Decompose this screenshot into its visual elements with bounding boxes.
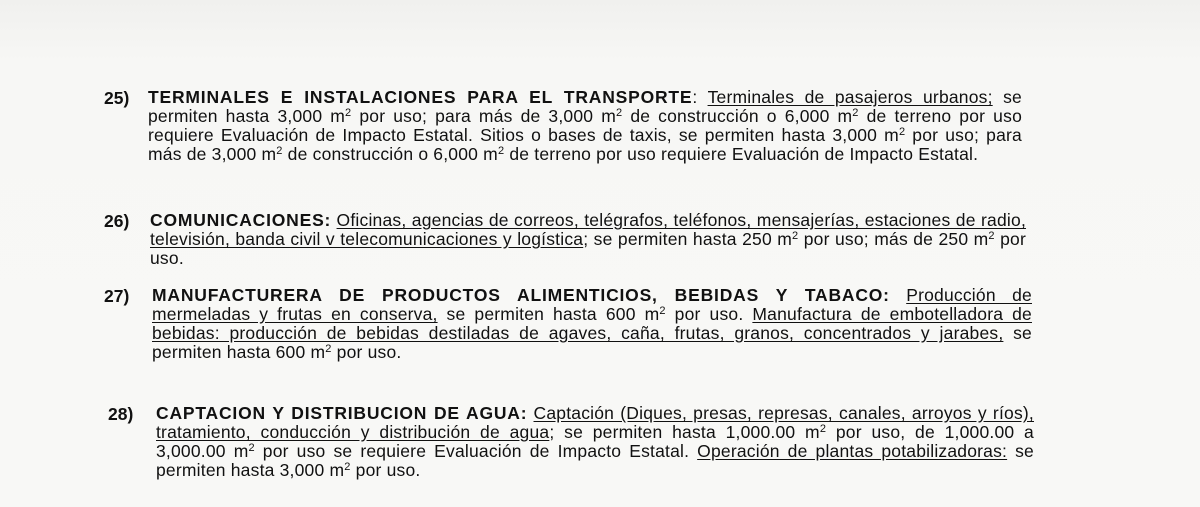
item-heading: COMUNICACIONES:: [150, 210, 332, 230]
list-item-27: MANUFACTURERA DE PRODUCTOS ALIMENTICIOS, BEBIDAS Y TABACO: Producción de mermeladas y frutas en conserva, se permiten hasta 600 $m^2$ por uso. Manufactura de embotelladora de bebidas: producción de bebidas destiladas de agaves, caña, frutas, granos, concentrados y jarabes, se permiten hasta 600 $m^2$ por uso.: [152, 285, 1032, 362]
list-item-25: TERMINALES E INSTALACIONES PARA EL TRANSPORTE: Terminales de pasajeros urbanos; se permiten hasta 3,000 $m^2$ por uso; para más de 3,000 $m^2$ de construcción o 6,000 $m^2$ de terreno por uso requiere Evaluación de Impacto Estatal. Sitios o bases de taxis, se permiten hasta 3,000 $m^2$ por uso; para más de 3,000 $m^2$ de construcción o 6,000 $m^2$ de terreno por uso requiere Evaluación de Impacto Estatal.: [148, 87, 1023, 164]
item-heading: TERMINALES E INSTALACIONES PARA EL TRANSPORTE: [148, 87, 693, 107]
underlined-phrase: Operación de plantas potabilizadoras:: [697, 441, 1008, 461]
underlined-phrase: Oficinas, agencias de correos, telégrafos, teléfonos, mensajerías, estaciones de radio, televisión, banda civil v telecomunicaciones y logística: [150, 210, 1027, 249]
list-item-28: CAPTACION Y DISTRIBUCION DE AGUA: Captación (Diques, presas, represas, canales, arroyos y ríos), tratamiento, conducción y distribución de agua; se permiten hasta 1,000.00 $m^2$ por uso, de 1,000.00 a 3,000.00 $m^2$ por uso se requiere Evaluación de Impacto Estatal. Operación de plantas potabilizadoras: se permiten hasta 3,000 $m^2$ por uso.: [156, 403, 1034, 480]
item-heading: CAPTACION Y DISTRIBUCION DE AGUA:: [156, 403, 528, 423]
item-number: 26): [104, 211, 130, 231]
underlined-phrase: Captación (Diques, presas, represas, canales, arroyos y ríos), tratamiento, conducción y distribución de agua: [156, 403, 1034, 442]
item-number: 27): [104, 286, 130, 306]
item-heading: MANUFACTURERA DE PRODUCTOS ALIMENTICIOS, BEBIDAS Y TABACO:: [152, 285, 890, 305]
list-item-26: COMUNICACIONES: Oficinas, agencias de correos, telégrafos, teléfonos, mensajerías, estaciones de radio, televisión, banda civil v telecomunicaciones y logística; se permiten hasta 250 $m^2$ por uso; más de 250 $m^2$ por uso.: [150, 210, 1027, 268]
underlined-phrase: Manufactura de embotelladora de bebidas: producción de bebidas destiladas de agaves, caña, frutas, granos, concentrados y jarabes,: [152, 304, 1032, 343]
underlined-phrase: Terminales de pasajeros urbanos;: [707, 87, 993, 107]
item-number: 28): [108, 404, 134, 424]
underlined-phrase: Producción de mermeladas y frutas en conserva,: [152, 285, 1032, 324]
item-number: 25): [104, 88, 130, 108]
